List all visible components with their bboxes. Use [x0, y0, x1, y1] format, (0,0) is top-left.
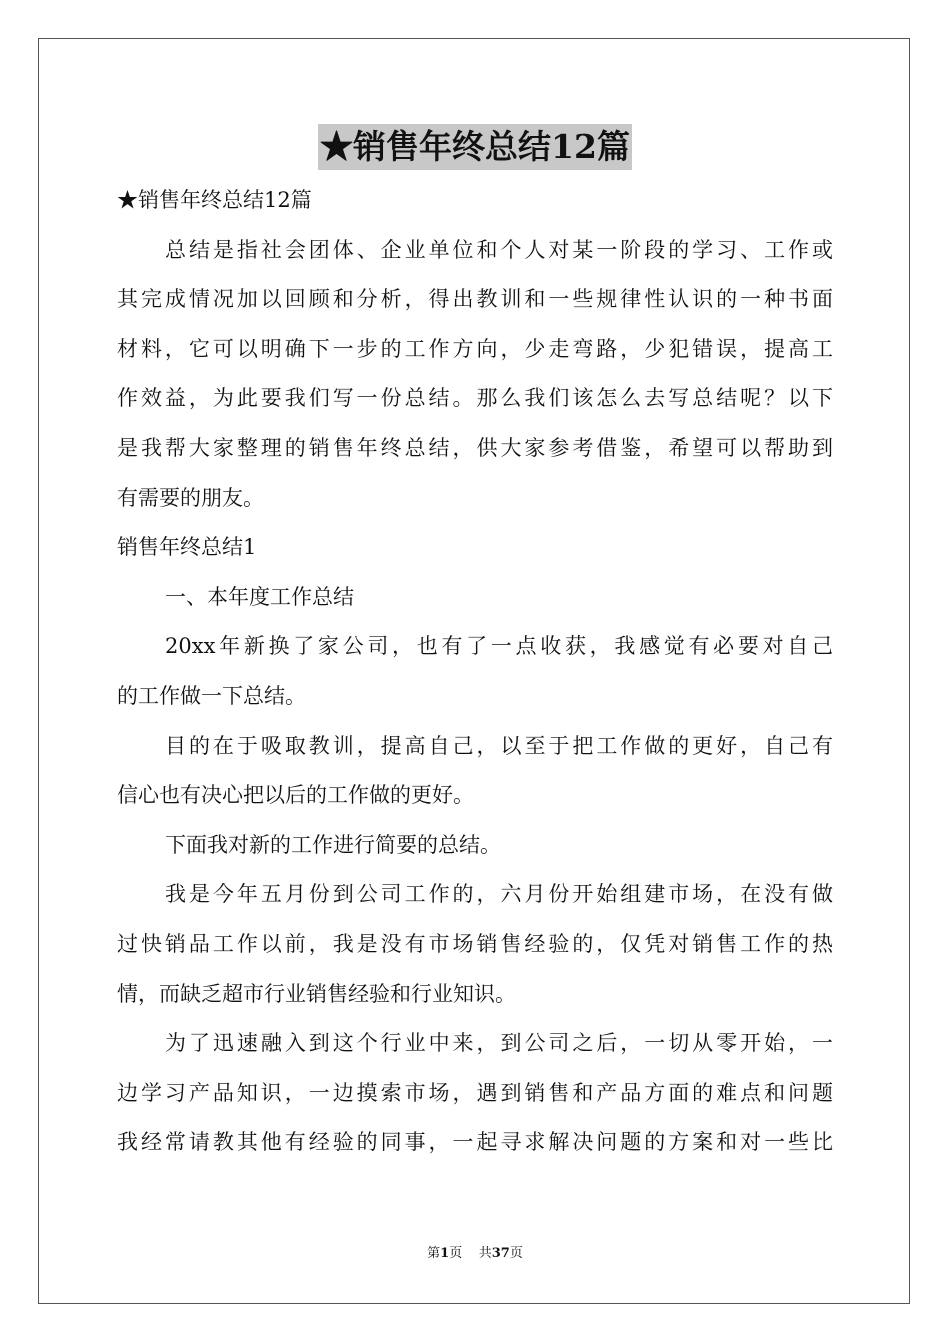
footer-page-prefix: 第	[427, 1246, 441, 1261]
paragraph-line: 我经常请教其他有经验的同事，一起寻求解决问题的方案和对一些比	[117, 1130, 833, 1155]
paragraph-line: 作效益，为此要我们写一份总结。那么我们该怎么去写总结呢？以下	[117, 386, 833, 411]
paragraph-line: 的工作做一下总结。	[117, 683, 306, 708]
footer-total-prefix: 共	[478, 1246, 492, 1261]
paragraph-line: 是我帮大家整理的销售年终总结，供大家参考借鉴，希望可以帮助到	[117, 435, 833, 460]
document-body	[117, 176, 833, 1168]
paragraph-line: 目的在于吸取教训，提高自己，以至于把工作做的更好，自己有	[165, 733, 833, 758]
paragraph-line: 过快销品工作以前，我是没有市场销售经验的，仅凭对销售工作的热	[117, 931, 833, 956]
title-wrapper	[0, 124, 950, 170]
paragraph-line: 为了迅速融入到这个行业中来，到公司之后，一切从零开始，一	[165, 1031, 833, 1056]
paragraph-line: 有需要的朋友。	[117, 485, 264, 510]
document-subtitle: ★销售年终总结12篇	[117, 188, 312, 212]
page-footer	[0, 1245, 950, 1263]
paragraph-line: 总结是指社会团体、企业单位和个人对某一阶段的学习、工作或	[165, 237, 833, 262]
footer-page-number: 1	[440, 1246, 450, 1261]
paragraph-line: 我是今年五月份到公司工作的，六月份开始组建市场，在没有做	[165, 882, 833, 907]
paragraph-line: 其完成情况加以回顾和分析，得出教训和一些规律性认识的一种书面	[117, 287, 833, 312]
paragraph-line: 下面我对新的工作进行简要的总结。	[165, 832, 501, 857]
footer-total-suffix: 页	[509, 1246, 523, 1261]
paragraph-line: 边学习产品知识，一边摸索市场，遇到销售和产品方面的难点和问题	[117, 1080, 833, 1105]
paragraph-line: 信心也有决心把以后的工作做的更好。	[117, 783, 474, 808]
paragraph-line: 情，而缺乏超市行业销售经验和行业知识。	[117, 981, 516, 1006]
paragraph-line: 材料，它可以明确下一步的工作方向，少走弯路，少犯错误，提高工	[117, 336, 833, 361]
document-title: ★销售年终总结12篇	[318, 124, 632, 170]
footer-total-pages: 37	[491, 1246, 510, 1261]
paragraph-line: 20xx年新换了家公司，也有了一点收获，我感觉有必要对自己	[165, 634, 833, 659]
paragraph-line: 销售年终总结1	[117, 535, 257, 560]
paragraph-line: 一、本年度工作总结	[165, 584, 354, 609]
footer-page-suffix: 页	[449, 1246, 463, 1261]
